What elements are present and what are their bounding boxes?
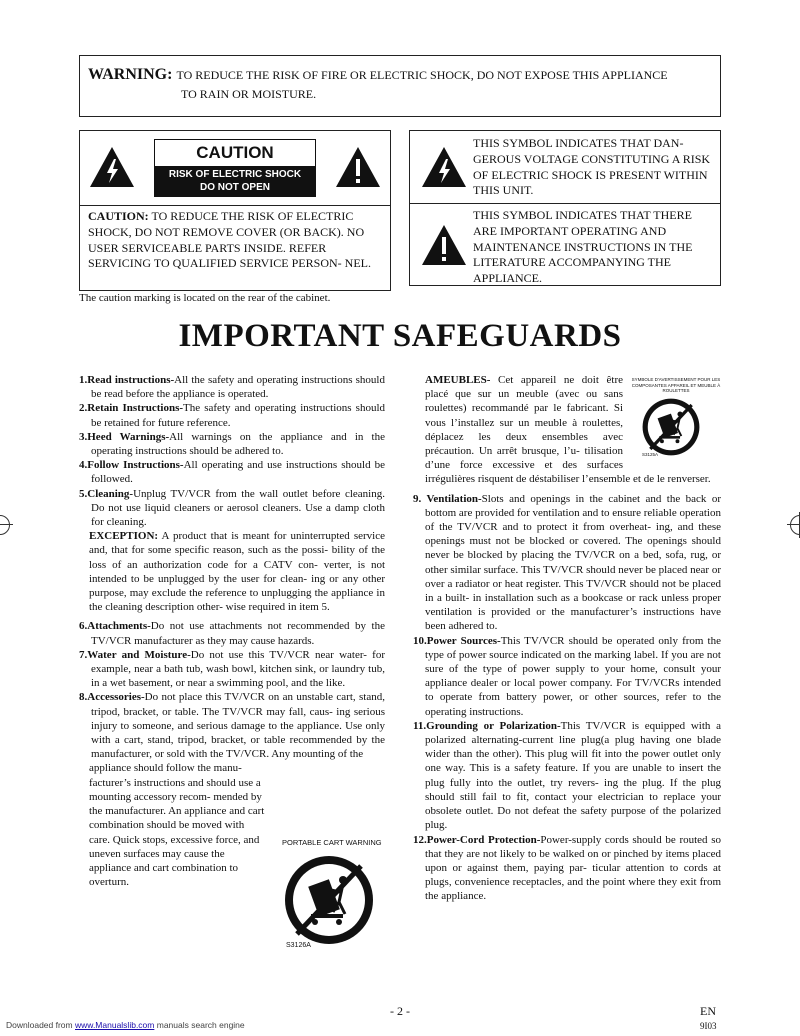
cart-warning-caption: PORTABLE CART WARNING	[282, 838, 382, 847]
left-column	[79, 373, 385, 889]
symbols-box	[409, 130, 721, 286]
french-cart-code: S3125A	[642, 452, 659, 457]
caution-text-body: TO REDUCE THE RISK OF ELECTRIC SHOCK, DO NOT REMOVE COVER (OR BACK). NO USER SERVICEABLE PARTS INSIDE. REFER SERVICING TO QUALIFIED SERVICE PERSON- NEL.	[88, 209, 371, 271]
lightning-triangle-icon	[420, 145, 468, 189]
download-footer: Downloaded from www.Manualslib.com manuals search engine	[6, 1020, 245, 1030]
exclamation-symbol-text: THIS SYMBOL INDICATES THAT THERE ARE IMPORTANT OPERATING AND MAINTENANCE INSTRUCTIONS IN THE LITERATURE ACCOMPANYING THE APPLIANCE.	[473, 208, 693, 286]
caution-text-label: CAUTION:	[88, 209, 149, 223]
safeguard-item-8-continued: appliance should follow the manu- facturer’s instructions and should use a mounting accessory recom- mended by the manufacturer. An appliance and cart combination should be moved with care. Quick stops, excessive force, and uneven surfaces may cause the appliance and cart combination to overturn.	[89, 762, 265, 889]
ameubles-paragraph: AMEUBLES- Cet appareil ne doit être placé que sur un meuble (avec ou sans roulettes) recommandé par le fabricant. Si vous l’installez sur un meuble à roulettes, déplacez les deux ensembles avec précaution. Un arrêt brusque, l’u- tilisation d’une force excessive et des surfaces irrégulières risquent de déstabiliser l’ensemble et de le renverser.	[425, 374, 711, 486]
french-cart-warning-icon	[640, 396, 702, 458]
caution-sub-1: RISK OF ELECTRIC SHOCK	[168, 169, 302, 180]
page-number: - 2 -	[390, 1004, 410, 1018]
safeguard-item-12: 12.Power-Cord Protection-Power-supply cords should be routed so that they are not likely to be walked on or pinched by items placed upon or against them, paying par- ticular attention to cords at plugs, convenience receptacles, and the point where they exit from the appliance.	[413, 833, 721, 903]
safeguard-item-5-exception: EXCEPTION: A product that is meant for uninterrupted service and, that for some specific reason, such as the possi- bility of the loss of an authorization code for a CATV con- verter, is not intended to be unplugged by the user for clean- ing or any other purpose, may exclude the reference to unplugging the appliance in the cleaning description other- wise required in item 5.	[89, 530, 385, 614]
french-cart-caption: SYMBOLE D'AVERTISSEMENT POUR LES COMPOSANTES APPAREIL ET MEUBLE À ROULETTES	[631, 377, 721, 393]
lightning-triangle-icon	[88, 145, 136, 189]
warning-line-1: TO REDUCE THE RISK OF FIRE OR ELECTRIC SHOCK, DO NOT EXPOSE THIS APPLIANCE	[176, 68, 668, 82]
page-title: IMPORTANT SAFEGUARDS	[178, 318, 622, 354]
safeguard-item-11: 11.Grounding or Polarization-This TV/VCR is equipped with a polarized alternating-current line plug(a plug having one blade wider than the other). This plug will fit into the power outlet only one way. This is a safety feature. If you are unable to insert the plug fully into the outlet, try revers- ing the plug. If the plug should still fail to fit, contact your electrician to replace your obsolete outlet. Do not defeat the safety purpose of the polarized plug.	[413, 719, 721, 832]
safeguard-item-6: 6.Attachments-Do not use attachments not recommended by the TV/VCR manufacturer as they may cause hazards.	[79, 620, 385, 647]
safeguard-item-9: 9. Ventilation-Slots and openings in the cabinet and the back or bottom are provided for ventilation and to ensure reliable operation of the TV/VCR and to protect it from overheat- ing, and these openings must not be blocked or covered. The openings should never be blocked by placing the TV/VCR on a bed, sofa, rug, or other similar surface. This TV/VCR should never be placed near or over a radiator or heat register. This TV/VCR should not be placed in a built- in installation such as a bookcase or rack unless proper ventilation is provided or the manufacturer’s instructions have been adhered to.	[413, 492, 721, 633]
exclamation-triangle-icon	[420, 223, 468, 267]
safeguard-item-7: 7.Water and Moisture-Do not use this TV/VCR near water- for example, near a bath tub, wash bowl, kitchen sink, or laundry tub, in a wet basement, or near a swimming pool, and the like.	[79, 648, 385, 690]
exclamation-triangle-icon	[334, 145, 382, 189]
document-code: 9I03	[700, 1021, 717, 1031]
caution-title: CAUTION	[196, 143, 274, 162]
manualslib-link[interactable]: www.Manualslib.com	[75, 1020, 155, 1030]
caution-location-note: The caution marking is located on the rear of the cabinet.	[79, 292, 331, 304]
lightning-symbol-text: THIS SYMBOL INDICATES THAT DAN- GEROUS VOLTAGE CONSTITUTING A RISK OF ELECTRIC SHOCK IS PRESENT WITHIN THIS UNIT.	[473, 136, 711, 198]
safeguard-item-5: 5.Cleaning-Unplug TV/VCR from the wall outlet before cleaning. Do not use liquid cleaners or aerosol cleaners. Use a damp cloth for cleaning.	[79, 487, 385, 529]
safeguard-item-10: 10.Power Sources-This TV/VCR should be operated only from the type of power source indicated on the marking label. If you are not sure of the type of power supply to your home, consult your appliance dealer or local power company. For TV/VCRs intended to operate from battery power, or other sources, refer to the operating instructions.	[413, 634, 721, 718]
portable-cart-warning-icon	[283, 852, 375, 948]
warning-label: WARNING:	[88, 66, 173, 83]
language-code: EN	[700, 1004, 716, 1018]
cart-warning-code: S3126A	[286, 942, 311, 949]
safeguard-item-3: 3.Heed Warnings-All warnings on the appliance and in the operating instructions should be adhered to.	[79, 430, 385, 458]
warning-box	[79, 55, 721, 117]
caution-sub-2: DO NOT OPEN	[199, 182, 270, 193]
safeguard-item-2: 2.Retain Instructions-The safety and operating instructions should be retained for future reference.	[79, 402, 385, 429]
safeguard-item-8: 8.Accessories-Do not place this TV/VCR on an unstable cart, stand, tripod, bracket, or table. The TV/VCR may fall, caus- ing serious injury to someone, and serious damage to the appliance. Use only with a cart, stand, tripod, bracket, or table recommended by the manufacturer, or sold with the TV/VCR. Any mounting of the	[79, 691, 385, 761]
registration-mark-left	[0, 512, 13, 538]
safeguard-item-1: 1.Read instructions-All the safety and operating instructions should be read before the appliance is operated.	[79, 374, 385, 401]
caution-label-plate	[154, 139, 316, 197]
caution-text	[88, 209, 382, 272]
caution-box	[79, 130, 391, 291]
warning-line-2: TO RAIN OR MOISTURE.	[181, 87, 317, 101]
registration-mark-right	[787, 512, 800, 538]
safeguard-item-4: 4.Follow Instructions-All operating and use instructions should be followed.	[79, 459, 385, 486]
